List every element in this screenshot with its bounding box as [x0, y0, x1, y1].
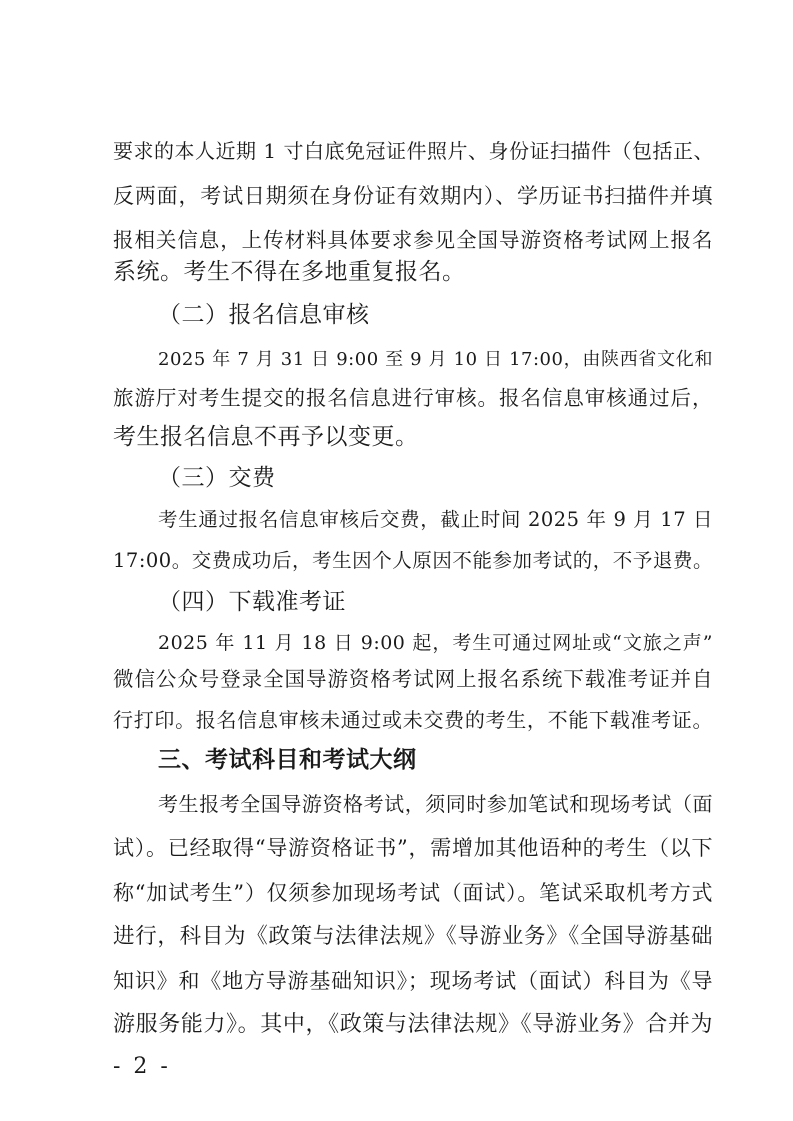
body-line: 反两面，考试日期须在身份证有效期内）、学历证书扫描件并填 [113, 184, 713, 208]
body-line: 17:00。交费成功后，考生因个人原因不能参加考试的，不予退费。 [113, 549, 713, 572]
body-line: 2025 年 7 月 31 日 9:00 至 9 月 10 日 17:00，由陕西省文化和 [158, 349, 713, 370]
body-line: 微信公众号登录全国导游资格考试网上报名系统下载准考证并自 [113, 667, 713, 691]
section-heading: （三）交费 [158, 465, 276, 491]
body-line: 知识》和《地方导游基础知识》；现场考试（面试）科目为《导 [113, 969, 713, 993]
body-line: 行打印。报名信息审核未通过或未交费的考生，不能下载准考证。 [113, 708, 713, 732]
body-line: 进行，科目为《政策与法律法规》《导游业务》《全国导游基础 [113, 924, 713, 949]
body-line: 系统。考生不得在多地重复报名。 [113, 259, 466, 285]
body-line: 考生报名信息不再予以变更。 [113, 424, 419, 450]
page-number: - 2 - [113, 1054, 171, 1079]
body-line: 报相关信息，上传材料具体要求参见全国导游资格考试网上报名 [113, 228, 713, 252]
section-heading: （四）下载准考证 [158, 589, 346, 615]
body-line: 旅游厅对考生提交的报名信息进行审核。报名信息审核通过后， [113, 386, 713, 410]
body-line: 2025 年 11 月 18 日 9:00 起，考生可通过网址或“文旅之声” [158, 632, 713, 654]
body-line: 考生报考全国导游资格考试，须同时参加笔试和现场考试（面 [158, 792, 713, 816]
body-line: 要求的本人近期 1 寸白底免冠证件照片、身份证扫描件（包括正、 [113, 139, 714, 163]
body-line: 试）。已经取得“导游资格证书”，需增加其他语种的考生（以下 [113, 836, 713, 860]
chapter-heading: 三、考试科目和考试大纲 [158, 747, 417, 773]
body-line: 称“加试考生”）仅须参加现场考试（面试）。笔试采取机考方式 [113, 881, 713, 905]
section-heading: （二）报名信息审核 [158, 302, 370, 328]
body-line: 考生通过报名信息审核后交费，截止时间 2025 年 9 月 17 日 [158, 508, 713, 531]
body-line: 游服务能力》。其中，《政策与法律法规》《导游业务》合并为 [113, 1012, 713, 1037]
